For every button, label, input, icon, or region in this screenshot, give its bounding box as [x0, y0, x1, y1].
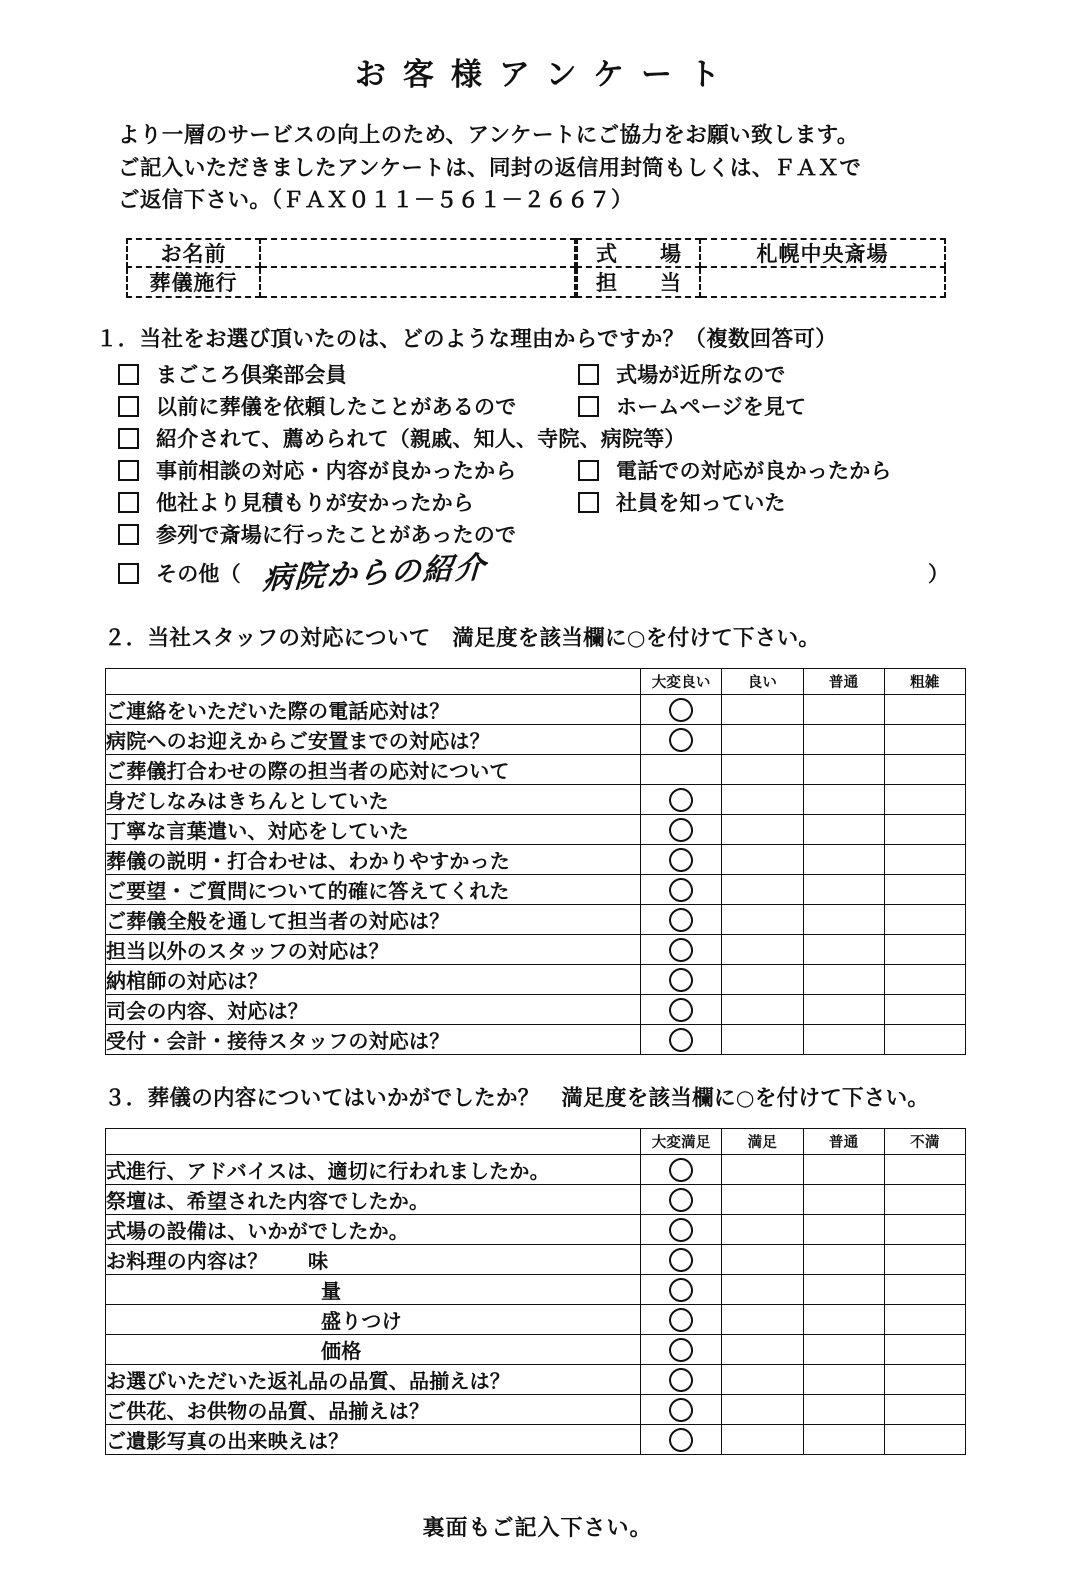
rating-cell[interactable] — [722, 1305, 803, 1335]
checkbox-icon[interactable] — [578, 364, 599, 385]
staff-input[interactable] — [701, 268, 946, 298]
rating-cell[interactable] — [641, 1245, 722, 1275]
rating-cell[interactable] — [722, 1335, 803, 1365]
checkbox-option-homepage[interactable] — [578, 391, 806, 421]
intro-line-1: より一層のサービスの向上のため、アンケートにご協力をお願い致します。 — [118, 123, 859, 149]
rating-cell[interactable] — [884, 905, 965, 935]
table-row — [106, 1335, 966, 1365]
rating-cell[interactable] — [803, 845, 884, 875]
checkbox-label: 以前に葬儀を依頼したことがあるので — [156, 395, 517, 420]
circle-mark-icon — [668, 937, 695, 964]
row-question-label: 納棺師の対応は？ — [106, 965, 641, 995]
rating-cell[interactable] — [641, 1155, 722, 1185]
other-close-paren: ） — [928, 562, 950, 587]
rating-cell[interactable] — [641, 1275, 722, 1305]
table-row — [106, 1185, 966, 1215]
checkbox-label: 他社より見積もりが安かったから — [156, 491, 474, 516]
rating-cell[interactable] — [722, 695, 803, 725]
rating-cell[interactable] — [722, 905, 803, 935]
circle-mark-icon — [668, 1187, 695, 1214]
rating-cell[interactable] — [641, 815, 722, 845]
rating-cell[interactable] — [641, 725, 722, 755]
option-row — [118, 455, 1075, 487]
rating-cell[interactable] — [722, 755, 803, 785]
header-blank — [106, 669, 641, 695]
row-question-label: ご連絡をいただいた際の電話応対は？ — [106, 695, 641, 725]
rating-cell[interactable] — [884, 845, 965, 875]
rating-cell[interactable] — [803, 695, 884, 725]
rating-cell[interactable] — [803, 1215, 884, 1245]
table-row — [106, 1025, 966, 1055]
checkbox-icon[interactable] — [578, 492, 599, 513]
table-row — [106, 785, 966, 815]
info-row-bottom — [126, 268, 946, 298]
header-rating-1: 満足 — [722, 1129, 803, 1155]
circle-mark-icon — [668, 727, 695, 754]
rating-cell[interactable] — [641, 995, 722, 1025]
checkbox-label: 事前相談の対応・内容が良かったから — [156, 459, 517, 484]
row-question-label: 葬儀の説明・打合わせは、わかりやすかった — [106, 845, 641, 875]
rating-cell[interactable] — [722, 995, 803, 1025]
header-rating-3: 不満 — [884, 1129, 965, 1155]
rating-cell[interactable] — [722, 965, 803, 995]
table-row — [106, 1155, 966, 1185]
table-row — [106, 965, 966, 995]
header-rating-2: 普通 — [803, 669, 884, 695]
question3-table — [105, 1128, 966, 1455]
row-question-label: 受付・会計・接待スタッフの対応は？ — [106, 1025, 641, 1055]
circle-mark-icon — [668, 907, 695, 934]
rating-cell[interactable] — [884, 1185, 965, 1215]
checkbox-option-phone-response[interactable] — [578, 455, 892, 485]
rating-cell[interactable] — [803, 755, 884, 785]
rating-cell[interactable] — [722, 1275, 803, 1305]
rating-cell[interactable] — [722, 935, 803, 965]
row-question-label: 司会の内容、対応は？ — [106, 995, 641, 1025]
rating-cell[interactable] — [803, 965, 884, 995]
checkbox-option-prior-consultation[interactable] — [118, 455, 578, 485]
option-row — [118, 487, 1075, 519]
table-row — [106, 875, 966, 905]
rating-cell[interactable] — [884, 965, 965, 995]
checkbox-label: まごころ倶楽部会員 — [156, 363, 347, 388]
row-question-label: お選びいただいた返礼品の品質、品揃えは？ — [106, 1365, 641, 1395]
rating-cell[interactable] — [722, 845, 803, 875]
rating-cell[interactable] — [641, 1215, 722, 1245]
table-row — [106, 1245, 966, 1275]
circle-mark-icon — [668, 1397, 695, 1424]
row-question-label: 担当以外のスタッフの対応は？ — [106, 935, 641, 965]
checkbox-label: 参列で斎場に行ったことがあったので — [156, 523, 517, 548]
circle-mark-icon — [668, 967, 695, 994]
circle-mark-icon — [668, 847, 695, 874]
name-input[interactable] — [261, 238, 576, 268]
option-row — [118, 391, 1075, 423]
rating-cell[interactable] — [722, 785, 803, 815]
circle-mark-icon — [668, 1247, 695, 1274]
table-header-row — [106, 669, 966, 695]
circle-mark-icon — [668, 817, 695, 844]
circle-mark-icon — [668, 1367, 695, 1394]
circle-mark-icon — [668, 1427, 695, 1454]
rating-cell[interactable] — [803, 1395, 884, 1425]
header-blank — [106, 1129, 641, 1155]
checkbox-icon[interactable] — [118, 563, 139, 584]
row-question-label: ご要望・ご質問について的確に答えてくれた — [106, 875, 641, 905]
rating-cell[interactable] — [884, 1215, 965, 1245]
rating-cell[interactable] — [722, 1365, 803, 1395]
option-row — [118, 519, 1075, 551]
rating-cell[interactable] — [884, 1275, 965, 1305]
rating-cell[interactable] — [641, 1335, 722, 1365]
circle-mark-icon — [668, 1337, 695, 1364]
row-question-label: 量 — [106, 1275, 641, 1305]
circle-mark-icon — [668, 1277, 695, 1304]
row-question-label: 祭壇は、希望された内容でしたか。 — [106, 1185, 641, 1215]
checkbox-option-knew-employee[interactable] — [578, 487, 786, 517]
rating-cell[interactable] — [641, 755, 722, 785]
rating-cell[interactable] — [641, 1425, 722, 1455]
rating-cell[interactable] — [884, 695, 965, 725]
table-row — [106, 1305, 966, 1335]
checkbox-icon[interactable] — [118, 396, 139, 417]
table-row — [106, 725, 966, 755]
row-question-label: ご葬儀打合わせの際の担当者の応対について — [106, 755, 641, 785]
table-row — [106, 1365, 966, 1395]
circle-mark-icon — [668, 997, 695, 1024]
checkbox-label: 社員を知っていた — [616, 491, 786, 516]
rating-cell[interactable] — [884, 815, 965, 845]
row-question-label: お料理の内容は？ 味 — [106, 1245, 641, 1275]
table-row — [106, 995, 966, 1025]
header-rating-2: 普通 — [803, 1129, 884, 1155]
checkbox-label: 紹介されて、薦められて（親戚、知人、寺院、病院等） — [156, 427, 686, 452]
intro-text — [118, 120, 1075, 218]
rating-cell[interactable] — [722, 1245, 803, 1275]
rating-cell[interactable] — [722, 815, 803, 845]
checkbox-icon[interactable] — [118, 428, 139, 449]
rating-cell[interactable] — [884, 1025, 965, 1055]
rating-cell[interactable] — [803, 935, 884, 965]
rating-cell[interactable] — [641, 1305, 722, 1335]
circle-mark-icon — [668, 787, 695, 814]
table-row — [106, 935, 966, 965]
rating-cell[interactable] — [722, 1185, 803, 1215]
rating-cell[interactable] — [641, 785, 722, 815]
row-question-label: 病院へのお迎えからご安置までの対応は？ — [106, 725, 641, 755]
rating-cell[interactable] — [884, 1245, 965, 1275]
rating-cell[interactable] — [884, 935, 965, 965]
checkbox-label: その他（ — [156, 562, 241, 587]
rating-cell[interactable] — [803, 1185, 884, 1215]
survey-page — [0, 58, 1075, 1578]
checkbox-label: 式場が近所なので — [616, 363, 786, 388]
rating-cell[interactable] — [803, 875, 884, 905]
question1-options — [118, 359, 1075, 598]
rating-cell[interactable] — [641, 1025, 722, 1055]
hall-label: 式 場 — [576, 238, 701, 268]
question2-heading: ２．当社スタッフの対応について 満足度を該当欄に○を付けて下さい。 — [104, 626, 821, 652]
rating-cell[interactable] — [641, 935, 722, 965]
rating-cell[interactable] — [641, 1365, 722, 1395]
row-question-label: ご葬儀全般を通して担当者の対応は？ — [106, 905, 641, 935]
table-header-row — [106, 1129, 966, 1155]
row-question-label: 盛りつけ — [106, 1305, 641, 1335]
rating-cell[interactable] — [641, 1395, 722, 1425]
checkbox-option-other[interactable] — [118, 558, 241, 588]
row-question-label: 丁寧な言葉遣い、対応をしていた — [106, 815, 641, 845]
rating-cell[interactable] — [884, 1395, 965, 1425]
rating-cell[interactable] — [803, 815, 884, 845]
table-row — [106, 1275, 966, 1305]
rating-cell[interactable] — [884, 995, 965, 1025]
rating-cell[interactable] — [803, 1365, 884, 1395]
checkbox-icon[interactable] — [118, 492, 139, 513]
circle-mark-icon — [668, 1307, 695, 1334]
intro-line-3: ご返信下さい。（ＦＡＸ０１１－５６１－２６６７） — [118, 188, 633, 214]
rating-cell[interactable] — [803, 905, 884, 935]
table-row — [106, 755, 966, 785]
rating-cell[interactable] — [641, 845, 722, 875]
rating-cell[interactable] — [803, 1305, 884, 1335]
checkbox-icon[interactable] — [118, 460, 139, 481]
row-question-label: 式進行、アドバイスは、適切に行われましたか。 — [106, 1155, 641, 1185]
rating-cell[interactable] — [803, 1425, 884, 1455]
rating-cell[interactable] — [641, 965, 722, 995]
checkbox-icon[interactable] — [118, 364, 139, 385]
hall-input[interactable]: 札幌中央斎場 — [701, 238, 946, 268]
rating-cell[interactable] — [803, 1155, 884, 1185]
option-row — [118, 359, 1075, 391]
rating-cell[interactable] — [722, 1025, 803, 1055]
rating-cell[interactable] — [641, 875, 722, 905]
rating-cell[interactable] — [803, 725, 884, 755]
circle-mark-icon — [668, 1157, 695, 1184]
question3-heading: ３．葬儀の内容についてはいかがでしたか？ 満足度を該当欄に○を付けて下さい。 — [104, 1086, 930, 1112]
header-rating-1: 良い — [722, 669, 803, 695]
rating-cell[interactable] — [641, 905, 722, 935]
rating-cell[interactable] — [884, 725, 965, 755]
rating-cell[interactable] — [884, 785, 965, 815]
rating-cell[interactable] — [722, 1155, 803, 1185]
other-handwritten-answer: 病院からの紹介 — [261, 550, 488, 598]
option-row-other — [118, 550, 1075, 598]
row-question-label: ご供花、お供物の品質、品揃えは？ — [106, 1395, 641, 1425]
table-row — [106, 1395, 966, 1425]
rating-cell[interactable] — [803, 1245, 884, 1275]
header-rating-0: 大変良い — [641, 669, 722, 695]
question2-table — [105, 668, 966, 1055]
table-row — [106, 1425, 966, 1455]
intro-line-2: ご記入いただきましたアンケートは、同封の返信用封筒もしくは、ＦＡＸで — [118, 155, 862, 181]
name-label: お名前 — [126, 238, 261, 268]
circle-mark-icon — [668, 697, 695, 724]
rating-cell[interactable] — [722, 1425, 803, 1455]
checkbox-label: 電話での対応が良かったから — [616, 459, 892, 484]
table-row — [106, 845, 966, 875]
circle-mark-icon — [668, 1217, 695, 1244]
checkbox-icon[interactable] — [118, 524, 139, 545]
option-row — [118, 423, 1075, 455]
checkbox-option-referral[interactable] — [118, 423, 686, 453]
header-rating-3: 粗雑 — [884, 669, 965, 695]
rating-cell[interactable] — [884, 875, 965, 905]
rating-cell[interactable] — [884, 1425, 965, 1455]
table-row — [106, 1215, 966, 1245]
rating-cell[interactable] — [884, 1365, 965, 1395]
rating-cell[interactable] — [803, 785, 884, 815]
rating-cell[interactable] — [803, 1275, 884, 1305]
rating-cell[interactable] — [641, 695, 722, 725]
row-question-label: ご遺影写真の出来映えは？ — [106, 1425, 641, 1455]
footer-note: 裏面もご記入下さい。 — [422, 1516, 653, 1542]
table-row — [106, 815, 966, 845]
rating-cell[interactable] — [884, 1155, 965, 1185]
checkbox-icon[interactable] — [578, 460, 599, 481]
table-row — [106, 905, 966, 935]
rating-cell[interactable] — [884, 1335, 965, 1365]
rating-cell[interactable] — [722, 1395, 803, 1425]
rating-cell[interactable] — [722, 875, 803, 905]
info-row-top — [126, 238, 946, 268]
service-label: 葬儀施行 — [126, 268, 261, 298]
info-fields — [126, 238, 946, 298]
row-question-label: 身だしなみはきちんとしていた — [106, 785, 641, 815]
service-input[interactable] — [261, 268, 576, 298]
checkbox-option-cheaper-estimate[interactable] — [118, 487, 578, 517]
table-row — [106, 695, 966, 725]
checkbox-option-magokoro[interactable] — [118, 359, 578, 389]
rating-cell[interactable] — [884, 755, 965, 785]
question1-heading: １．当社をお選び頂いたのは、どのような理由からですか？（複数回答可） — [96, 327, 837, 353]
row-question-label: 価格 — [106, 1335, 641, 1365]
page-title: お客様アンケート — [354, 57, 738, 93]
rating-cell[interactable] — [722, 725, 803, 755]
staff-label: 担 当 — [576, 268, 701, 298]
rating-cell[interactable] — [803, 1025, 884, 1055]
circle-mark-icon — [668, 877, 695, 904]
checkbox-option-previous-service[interactable] — [118, 391, 578, 421]
rating-cell[interactable] — [803, 1335, 884, 1365]
rating-cell[interactable] — [641, 1185, 722, 1215]
circle-mark-icon — [668, 1027, 695, 1054]
checkbox-icon[interactable] — [578, 396, 599, 417]
checkbox-option-near-hall[interactable] — [578, 359, 786, 389]
checkbox-label: ホームページを見て — [616, 395, 807, 420]
rating-cell[interactable] — [803, 995, 884, 1025]
rating-cell[interactable] — [884, 1305, 965, 1335]
row-question-label: 式場の設備は、いかがでしたか。 — [106, 1215, 641, 1245]
header-rating-0: 大変満足 — [641, 1129, 722, 1155]
rating-cell[interactable] — [722, 1215, 803, 1245]
